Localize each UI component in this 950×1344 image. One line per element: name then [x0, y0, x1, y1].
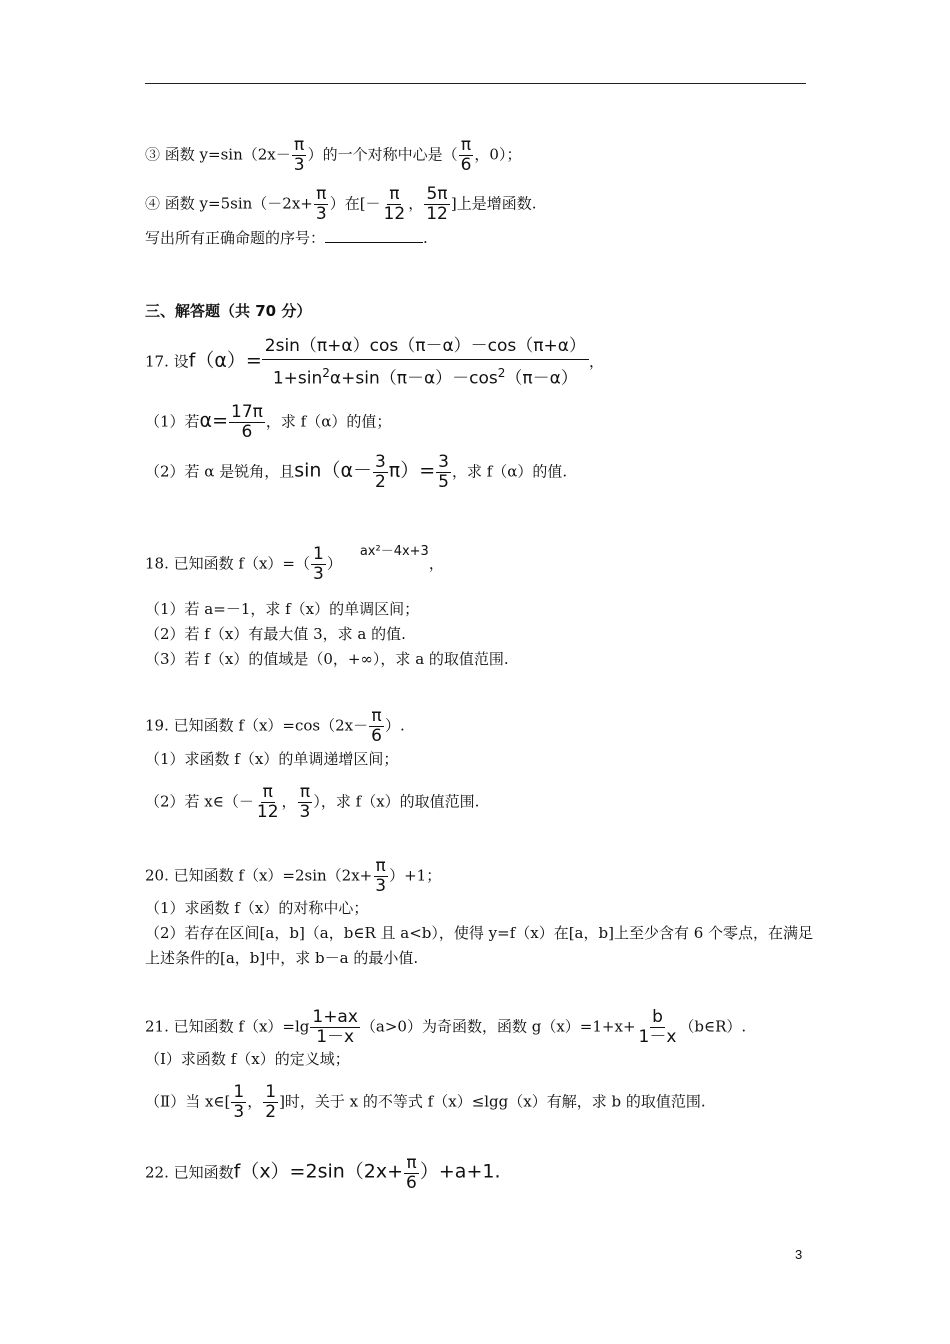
answer-blank[interactable] — [325, 228, 423, 243]
question-21-part-1: （Ⅰ）求函数 f（x）的定义域； — [145, 1050, 350, 1068]
fraction: $\frac{1}{3}$ — [233, 1082, 245, 1122]
fraction: $\frac{\pi}{6}$ — [371, 706, 382, 746]
fraction: $\frac{1}{3}$ — [312, 544, 324, 584]
fraction: $\frac{3}{2}$ — [374, 452, 386, 492]
fraction: $\frac{b}{1-x}$ — [638, 1007, 677, 1047]
question-18-part-2: （2）若 f（x）有最大值 3，求 a 的值. — [145, 625, 406, 643]
section-title: 三、解答题（共 70 分） — [145, 302, 312, 320]
question-17-part-1: （1）若α= $\frac{17\pi}{6}$ ，求 f（α）的值； — [145, 402, 392, 442]
question-20-part-2-cont: 上述条件的[a，b]中，求 b－a 的最小值. — [145, 949, 419, 967]
fraction: $\frac{\pi}{3}$ — [375, 856, 387, 896]
fraction: $\frac{5\pi}{12}$ — [426, 184, 448, 224]
exponent: ax²－4x+3 — [359, 543, 429, 559]
fraction: $\frac{\pi}{12}$ — [383, 184, 406, 224]
question-17: 17. 设f（α）= $\frac{2\sin(\pi+\alpha)\cos(\pi-\alpha)-\cos(\pi+\alpha)}{1+\sin^2\alpha+\sin(\pi-\alpha)-\cos^2(\pi-\alpha)}$ ， — [145, 333, 604, 392]
fraction: $\frac{\pi}{3}$ — [293, 135, 305, 175]
question-17-part-2: （2）若 α 是锐角，且sin（α－ $\frac{3}{2}$ π）= $\frac{3}{5}$ ，求 f（α）的值. — [145, 452, 568, 492]
fraction: $\frac{\pi}{12}$ — [256, 782, 279, 822]
question-18-part-1: （1）若 a=－1，求 f（x）的单调区间； — [145, 600, 420, 618]
fraction: $\frac{\pi}{6}$ — [406, 1153, 417, 1193]
statement-3: ③ 函数 y=sin（2x－ $\frac{\pi}{3}$ ）的一个对称中心是（ $\frac{\pi}{6}$ ，0）； — [145, 135, 522, 175]
question-20: 20. 已知函数 f（x）=2sin（2x+ $\frac{\pi}{3}$ ）+1； — [145, 856, 442, 896]
fraction: $\frac{1}{2}$ — [265, 1082, 277, 1122]
question-18: 18. 已知函数 f（x）=（ $\frac{1}{3}$ ）ax²－4x+3， — [145, 543, 444, 584]
statement-4: ④ 函数 y=5sin（－2x+ $\frac{\pi}{3}$ ）在[－ $\frac{\pi}{12}$ ， $\frac{5\pi}{12}$ ]上是增函数. — [145, 184, 537, 224]
fraction: $\frac{2\sin(\pi+\alpha)\cos(\pi-\alpha)-\cos(\pi+\alpha)}{1+\sin^2\alpha+\sin(\pi-\alpha)-\cos^2(\pi-\alpha)}$ — [262, 333, 589, 392]
fraction: $\frac{\pi}{3}$ — [299, 782, 311, 822]
answer-prompt: 写出所有正确命题的序号： . — [145, 229, 428, 247]
question-20-part-1: （1）求函数 f（x）的对称中心； — [145, 899, 369, 917]
statement-3-text: ③ 函数 y=sin（2x－ — [145, 145, 291, 164]
question-22: 22. 已知函数f（x）=2sin（2x+ $\frac{\pi}{6}$ ）+a+1. — [145, 1153, 501, 1193]
fraction: $\frac{\pi}{3}$ — [315, 184, 327, 224]
question-19: 19. 已知函数 f（x）=cos（2x－ $\frac{\pi}{6}$ ）. — [145, 706, 405, 746]
fraction: $\frac{3}{5}$ — [438, 452, 449, 492]
fraction: $\frac{\pi}{6}$ — [460, 135, 472, 175]
question-18-part-3: （3）若 f（x）的值域是（0，+∞），求 a 的取值范围. — [145, 650, 509, 668]
header-rule — [145, 83, 806, 84]
question-21-part-2: （Ⅱ）当 x∈[ $\frac{1}{3}$ ， $\frac{1}{2}$ ]时，关于 x 的不等式 f（x）≤lgg（x）有解，求 b 的取值范围. — [145, 1082, 706, 1122]
question-21: 21. 已知函数 f（x）=lg $\frac{1+ax}{1-x}$ （a>0）为奇函数，函数 g（x）=1+x+ $\frac{b}{1-x}$ （b∈R）. — [145, 1007, 747, 1047]
question-20-part-2: （2）若存在区间[a，b]（a，b∈R 且 a<b），使得 y=f（x）在[a，b]上至少含有 6 个零点，在满足 — [145, 924, 814, 942]
fraction: $\frac{17\pi}{6}$ — [231, 402, 263, 442]
question-19-part-2: （2）若 x∈（－ $\frac{\pi}{12}$ ， $\frac{\pi}{3}$ ），求 f（x）的取值范围. — [145, 782, 480, 822]
fraction: $\frac{1+ax}{1-x}$ — [312, 1007, 358, 1047]
page-number: 3 — [795, 1247, 803, 1262]
question-19-part-1: （1）求函数 f（x）的单调递增区间； — [145, 750, 399, 768]
